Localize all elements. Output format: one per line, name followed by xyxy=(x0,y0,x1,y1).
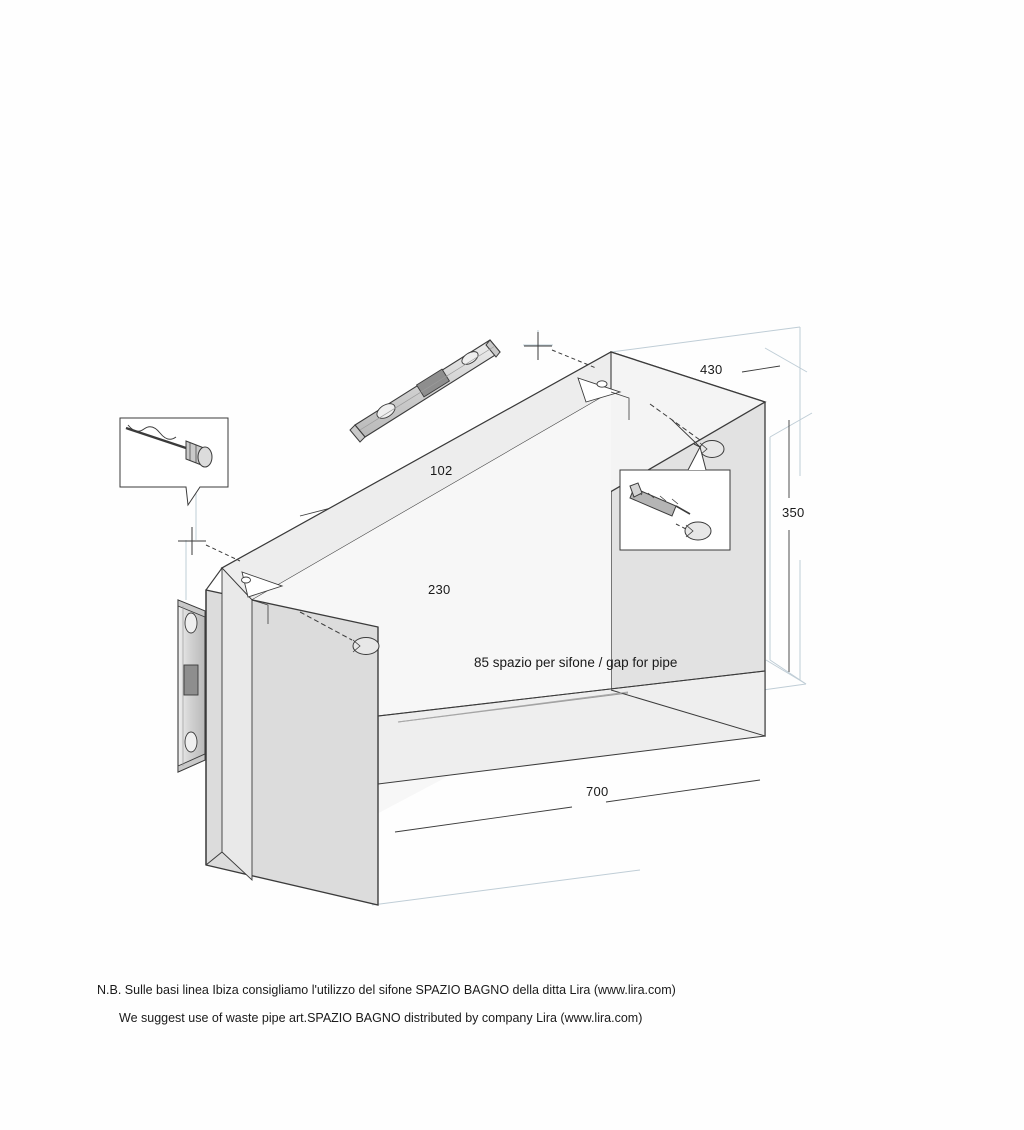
drill-crosshair-top xyxy=(524,332,596,368)
gap-for-pipe-label: 85 spazio per sifone / gap for pipe xyxy=(474,655,678,670)
drill-bit-callout xyxy=(120,418,228,505)
dimension-label-overall-width: 700 xyxy=(586,784,609,799)
note-line-english: We suggest use of waste pipe art.SPAZIO BAGNO distributed by company Lira (www.lira.com) xyxy=(119,1011,643,1025)
drill-crosshair-left xyxy=(178,527,240,561)
note-line-italian: N.B. Sulle basi linea Ibiza consigliamo l'utilizzo del sifone SPAZIO BAGNO della ditta Lira (www.lira.com) xyxy=(97,983,676,997)
spirit-level-left xyxy=(178,600,205,772)
dimension-label-inner-height: 230 xyxy=(428,582,451,597)
dimension-label-top-inner-width: 102 xyxy=(430,463,453,478)
cabinet-body xyxy=(206,352,765,905)
dimension-label-height: 350 xyxy=(782,505,805,520)
dimension-label-depth: 430 xyxy=(700,362,723,377)
